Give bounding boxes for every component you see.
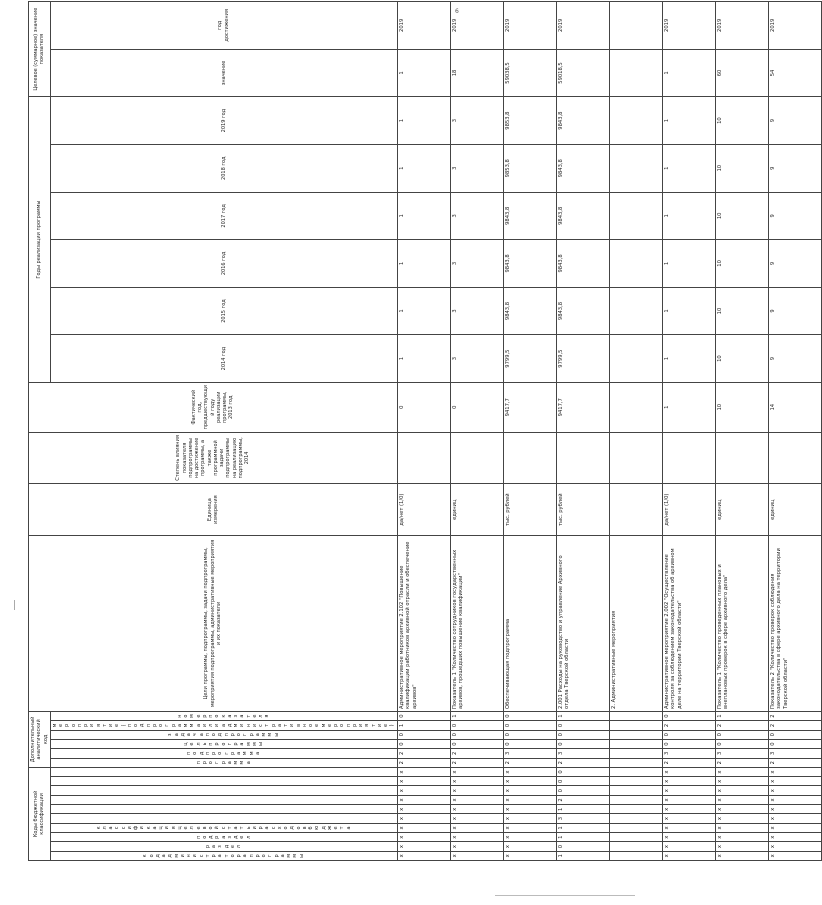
header-unit: Единица измерения xyxy=(29,484,398,536)
target-cell: 2019 xyxy=(503,2,556,50)
row-name: Показатель 1 "Количество проведенных плановых и внеплановых проверок в сфере архивного дела" xyxy=(715,536,768,712)
header-degree: Степень влияния показателя подпрограммы на достижение программы, а также программной задачи подпрограммы на реализацию подпрограммы, 2014 xyxy=(29,432,398,484)
year-value-cell xyxy=(609,144,662,192)
year-value-cell: 9 xyxy=(768,287,821,335)
code-cell: x xyxy=(768,777,821,786)
code-cell: 0 xyxy=(556,767,609,776)
code-cell: 1 xyxy=(556,833,609,842)
target-cell: 59018,5 xyxy=(556,49,609,97)
row-degree xyxy=(715,432,768,484)
code-cell: x xyxy=(662,786,715,795)
table-row xyxy=(768,2,821,861)
row-degree xyxy=(556,432,609,484)
year-value-cell: 10 xyxy=(715,97,768,145)
code-cell: x xyxy=(503,795,556,804)
code-cell: x xyxy=(503,823,556,832)
row-unit: тыс. рублей xyxy=(503,484,556,536)
code-cell: x xyxy=(397,823,450,832)
row-fact: 14 xyxy=(768,382,821,432)
header-addl-col: задача подпрограммы xyxy=(50,730,397,739)
addl-code-cell: 1 xyxy=(450,711,503,720)
year-value-cell: 9843,8 xyxy=(556,192,609,240)
row-name: Обеспечивающая подпрограмма xyxy=(503,536,556,712)
addl-code-cell: 2 xyxy=(503,758,556,767)
header-target-col: значение xyxy=(50,49,397,97)
code-cell xyxy=(609,842,662,851)
target-cell: 2019 xyxy=(768,2,821,50)
code-cell xyxy=(609,833,662,842)
code-cell: x xyxy=(503,777,556,786)
code-cell: x xyxy=(715,795,768,804)
row-fact: 10 xyxy=(715,382,768,432)
code-cell: x xyxy=(768,823,821,832)
header-code-col: раздел xyxy=(50,842,397,851)
code-cell xyxy=(609,805,662,814)
row-name: Показатель 2 "Количество проверок соблюдения законодательства в сфере архивного дела на территории Тверской области" xyxy=(768,536,821,712)
addl-code-cell: 0 xyxy=(662,730,715,739)
header-code-col: подраздел xyxy=(50,833,397,842)
addl-code-cell: 2 xyxy=(768,758,821,767)
code-cell: x xyxy=(715,814,768,823)
addl-code-cell: 2 xyxy=(768,711,821,720)
year-value-cell: 10 xyxy=(715,335,768,383)
row-unit: единиц xyxy=(715,484,768,536)
year-value-cell: 9843,8 xyxy=(556,240,609,288)
table-row xyxy=(503,2,556,861)
year-value-cell xyxy=(609,287,662,335)
header-name: Цели программы, подпрограммы, задачи подпрограммы, мероприятия подпрограммы, административные мероприятия и их показатели xyxy=(29,536,398,712)
code-cell xyxy=(609,767,662,776)
code-cell: x xyxy=(662,851,715,860)
code-cell: x xyxy=(503,833,556,842)
code-cell: 1 xyxy=(556,823,609,832)
header-year-col: 2019 год xyxy=(50,97,397,145)
code-cell: x xyxy=(768,767,821,776)
addl-code-cell xyxy=(609,711,662,720)
target-cell: 2019 xyxy=(662,2,715,50)
table-row xyxy=(662,2,715,861)
header-addl-col: подпрограмма xyxy=(50,749,397,758)
header-addl-col: номер показателя xyxy=(50,711,397,720)
code-cell: 0 xyxy=(556,777,609,786)
code-cell: x xyxy=(662,795,715,804)
addl-code-cell: 0 xyxy=(397,711,450,720)
year-value-cell: 10 xyxy=(715,144,768,192)
addl-code-cell: 0 xyxy=(768,730,821,739)
code-cell: x xyxy=(397,795,450,804)
code-cell: x xyxy=(503,851,556,860)
addl-code-cell: 2 xyxy=(662,758,715,767)
year-value-cell: 9 xyxy=(768,97,821,145)
code-cell: x xyxy=(450,767,503,776)
code-cell: x xyxy=(503,786,556,795)
code-cell: x xyxy=(450,823,503,832)
code-cell: 3 xyxy=(556,814,609,823)
addl-code-cell: 3 xyxy=(768,749,821,758)
addl-code-cell: 0 xyxy=(556,739,609,748)
year-value-cell: 9843,8 xyxy=(556,144,609,192)
year-value-cell: 10 xyxy=(715,240,768,288)
code-cell: x xyxy=(397,851,450,860)
year-value-cell: 9799,5 xyxy=(503,335,556,383)
code-cell: x xyxy=(503,805,556,814)
year-value-cell: 3 xyxy=(450,97,503,145)
code-cell xyxy=(609,823,662,832)
row-fact: 9417,7 xyxy=(503,382,556,432)
year-value-cell: 9799,5 xyxy=(556,335,609,383)
header-code-col xyxy=(50,786,397,795)
year-value-cell: 1 xyxy=(662,287,715,335)
year-value-cell: 1 xyxy=(662,144,715,192)
header-code-col xyxy=(50,795,397,804)
addl-code-cell: 0 xyxy=(715,730,768,739)
addl-code-cell: 0 xyxy=(503,739,556,748)
code-cell: x xyxy=(715,833,768,842)
year-value-cell xyxy=(609,97,662,145)
code-cell: x xyxy=(397,805,450,814)
code-cell: 2 xyxy=(556,795,609,804)
year-value-cell: 10 xyxy=(715,192,768,240)
year-value-cell: 9843,8 xyxy=(503,287,556,335)
year-value-cell: 1 xyxy=(397,97,450,145)
year-value-cell: 1 xyxy=(662,240,715,288)
row-degree xyxy=(450,432,503,484)
code-cell: x xyxy=(503,842,556,851)
code-cell: x xyxy=(662,842,715,851)
row-fact: 0 xyxy=(397,382,450,432)
code-cell: x xyxy=(662,777,715,786)
code-cell: x xyxy=(662,833,715,842)
addl-code-cell: 0 xyxy=(662,739,715,748)
target-cell: 2019 xyxy=(556,2,609,50)
table-row xyxy=(450,2,503,861)
code-cell: x xyxy=(715,786,768,795)
code-cell: 0 xyxy=(556,786,609,795)
addl-code-cell: 0 xyxy=(397,739,450,748)
code-cell: x xyxy=(397,842,450,851)
year-value-cell: 3 xyxy=(450,192,503,240)
addl-code-cell: 2 xyxy=(556,758,609,767)
addl-code-cell: 2 xyxy=(450,749,503,758)
addl-code-cell: 3 xyxy=(503,749,556,758)
year-value-cell: 9 xyxy=(768,335,821,383)
year-value-cell: 9843,8 xyxy=(503,240,556,288)
addl-code-cell xyxy=(609,721,662,730)
table-row xyxy=(397,2,450,861)
table-row xyxy=(609,2,662,861)
target-cell: 2019 xyxy=(715,2,768,50)
code-cell: x xyxy=(450,795,503,804)
year-value-cell: 9843,8 xyxy=(503,192,556,240)
year-value-cell: 1 xyxy=(397,335,450,383)
year-value-cell: 1 xyxy=(662,97,715,145)
year-value-cell: 3 xyxy=(450,240,503,288)
addl-code-cell: 0 xyxy=(397,730,450,739)
row-unit: да/нет (1/0) xyxy=(662,484,715,536)
row-name: Показатель 1 "Количество сотрудников государственных архивов, прошедших повышение квалификации" xyxy=(450,536,503,712)
target-cell: 59038,5 xyxy=(503,49,556,97)
header-years-group: Годы реализации программы xyxy=(29,97,51,383)
header-code-col xyxy=(50,777,397,786)
code-cell: x xyxy=(715,842,768,851)
target-cell: 1 xyxy=(662,49,715,97)
header-code-col xyxy=(50,805,397,814)
addl-code-cell: 0 xyxy=(450,721,503,730)
addl-code-cell: 1 xyxy=(715,711,768,720)
addl-code-cell: 0 xyxy=(768,739,821,748)
table-header xyxy=(29,2,398,861)
program-table xyxy=(28,1,822,861)
year-value-cell: 9843,8 xyxy=(556,287,609,335)
row-name: 2. Административные мероприятия xyxy=(609,536,662,712)
code-cell: x xyxy=(450,851,503,860)
header-code-col xyxy=(50,767,397,776)
row-name: Административное мероприятие 2.002 "Осуществление контроля за соблюдением законодательства об архивном деле на территории Тверской области" xyxy=(662,536,715,712)
code-cell: x xyxy=(662,767,715,776)
code-cell: x xyxy=(715,823,768,832)
target-cell: 54 xyxy=(768,49,821,97)
code-cell: x xyxy=(768,795,821,804)
addl-code-cell: 3 xyxy=(556,749,609,758)
code-cell: x xyxy=(715,851,768,860)
year-value-cell: 9 xyxy=(768,192,821,240)
row-degree xyxy=(662,432,715,484)
addl-code-cell: 1 xyxy=(556,711,609,720)
table-row xyxy=(715,2,768,861)
addl-code-cell: 2 xyxy=(768,721,821,730)
row-name: Административное мероприятие 2.102 "Повышение квалификации работников архивной отрасли и обеспечение архивов" xyxy=(397,536,450,712)
year-value-cell: 9 xyxy=(768,144,821,192)
year-value-cell: 9853,8 xyxy=(503,144,556,192)
table-body xyxy=(397,2,821,861)
row-fact: 1 xyxy=(662,382,715,432)
row-unit xyxy=(609,484,662,536)
code-cell: x xyxy=(768,842,821,851)
code-cell: x xyxy=(662,805,715,814)
header-code-col: классификация целевой статьи расходов бюджета xyxy=(50,823,397,832)
row-unit: единиц xyxy=(450,484,503,536)
table-row xyxy=(556,2,609,861)
target-cell xyxy=(609,2,662,50)
code-cell: x xyxy=(503,814,556,823)
addl-code-cell: 0 xyxy=(503,730,556,739)
code-cell: x xyxy=(397,814,450,823)
row-degree xyxy=(503,432,556,484)
addl-code-cell: 0 xyxy=(662,711,715,720)
code-cell xyxy=(609,786,662,795)
addl-code-cell xyxy=(609,730,662,739)
code-cell xyxy=(609,777,662,786)
addl-code-cell: 0 xyxy=(450,739,503,748)
year-value-cell xyxy=(609,240,662,288)
row-fact xyxy=(609,382,662,432)
row-name: 2.001 Расходы на руководство и управление Архивного отдела Тверской области xyxy=(556,536,609,712)
target-cell xyxy=(609,49,662,97)
year-value-cell: 3 xyxy=(450,144,503,192)
code-cell: 1 xyxy=(556,851,609,860)
addl-code-cell xyxy=(609,749,662,758)
year-value-cell: 1 xyxy=(662,335,715,383)
code-cell: x xyxy=(768,833,821,842)
code-cell: x xyxy=(715,805,768,814)
addl-code-cell: 3 xyxy=(662,749,715,758)
addl-code-cell: 0 xyxy=(715,739,768,748)
header-addl-col: цель программы xyxy=(50,739,397,748)
code-cell: x xyxy=(768,805,821,814)
addl-code-cell xyxy=(609,758,662,767)
header-code-group: Коды бюджетной классификации xyxy=(29,767,51,860)
code-cell: x xyxy=(450,805,503,814)
row-unit: да/нет (1/0) xyxy=(397,484,450,536)
row-unit: единиц xyxy=(768,484,821,536)
code-cell: x xyxy=(397,767,450,776)
row-degree xyxy=(768,432,821,484)
code-cell: 1 xyxy=(556,805,609,814)
year-value-cell: 1 xyxy=(397,144,450,192)
year-value-cell: 1 xyxy=(397,192,450,240)
addl-code-cell: 2 xyxy=(397,758,450,767)
code-cell xyxy=(609,851,662,860)
header-fact: Фактический год, предшествующий году реализации программы, 2013 год xyxy=(29,382,398,432)
addl-code-cell: 2 xyxy=(397,749,450,758)
addl-code-cell: 3 xyxy=(715,749,768,758)
year-value-cell: 10 xyxy=(715,287,768,335)
header-target-group: Целевое (суммарное) значение показателя xyxy=(29,2,51,97)
code-cell: x xyxy=(715,777,768,786)
code-cell: x xyxy=(450,842,503,851)
target-cell: 2019 xyxy=(450,2,503,50)
row-degree xyxy=(609,432,662,484)
code-cell: x xyxy=(450,814,503,823)
year-value-cell: 1 xyxy=(397,287,450,335)
addl-code-cell xyxy=(609,739,662,748)
target-cell: 18 xyxy=(450,49,503,97)
header-year-col: 2017 год xyxy=(50,192,397,240)
header-addl-group: Дополнительный аналитический код xyxy=(29,711,51,767)
row-fact: 0 xyxy=(450,382,503,432)
header-addl-col: мероприятие (подпрограмма или административное мероприятие) xyxy=(50,721,397,730)
code-cell: x xyxy=(768,851,821,860)
addl-code-cell: 0 xyxy=(556,721,609,730)
header-addl-col: программа xyxy=(50,758,397,767)
row-unit: тыс. рублей xyxy=(556,484,609,536)
code-cell: x xyxy=(715,767,768,776)
header-year-col: 2014 год xyxy=(50,335,397,383)
header-target-col: год достижения xyxy=(50,2,397,50)
code-cell: x xyxy=(662,823,715,832)
addl-code-cell: 2 xyxy=(715,721,768,730)
addl-code-cell: 0 xyxy=(503,721,556,730)
header-year-col: 2015 год xyxy=(50,287,397,335)
code-cell: x xyxy=(397,786,450,795)
target-cell: 2019 xyxy=(397,2,450,50)
year-value-cell: 9853,8 xyxy=(503,97,556,145)
code-cell: x xyxy=(397,833,450,842)
page-number: 6 xyxy=(455,8,459,15)
code-cell xyxy=(609,814,662,823)
code-cell: x xyxy=(450,833,503,842)
addl-code-cell: 0 xyxy=(503,711,556,720)
year-value-cell xyxy=(609,335,662,383)
addl-code-cell: 1 xyxy=(397,721,450,730)
row-fact: 9417,7 xyxy=(556,382,609,432)
addl-code-cell: 0 xyxy=(450,730,503,739)
code-cell: x xyxy=(768,786,821,795)
year-value-cell: 9843,8 xyxy=(556,97,609,145)
code-cell: 0 xyxy=(556,842,609,851)
target-cell: 1 xyxy=(397,49,450,97)
code-cell xyxy=(609,795,662,804)
addl-code-cell: 2 xyxy=(662,721,715,730)
header-year-col: 2016 год xyxy=(50,240,397,288)
year-value-cell: 1 xyxy=(397,240,450,288)
year-value-cell: 3 xyxy=(450,335,503,383)
year-value-cell: 3 xyxy=(450,287,503,335)
row-degree xyxy=(397,432,450,484)
addl-code-cell: 2 xyxy=(715,758,768,767)
header-code-col xyxy=(50,814,397,823)
code-cell: x xyxy=(768,814,821,823)
code-cell: x xyxy=(397,777,450,786)
year-value-cell: 1 xyxy=(662,192,715,240)
addl-code-cell: 0 xyxy=(556,730,609,739)
code-cell: x xyxy=(503,767,556,776)
addl-code-cell: 2 xyxy=(450,758,503,767)
code-cell: x xyxy=(662,814,715,823)
header-code-col: код администратора программы xyxy=(50,851,397,860)
year-value-cell xyxy=(609,192,662,240)
target-cell: 60 xyxy=(715,49,768,97)
year-value-cell: 9 xyxy=(768,240,821,288)
code-cell: x xyxy=(450,777,503,786)
code-cell: x xyxy=(450,786,503,795)
header-year-col: 2018 год xyxy=(50,144,397,192)
